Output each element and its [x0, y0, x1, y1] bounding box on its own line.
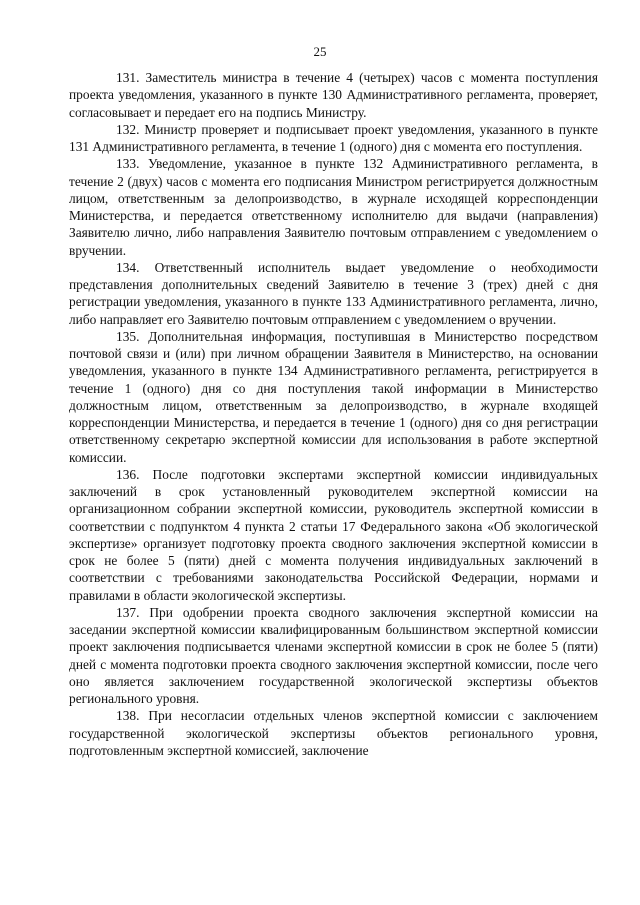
page-number: 25: [313, 44, 327, 59]
paragraph-132: 132. Министр проверяет и подписывает проект уведомления, указанного в пункте 131 Административного регламента, в течение 1 (одного) дня с момента его поступления.: [69, 121, 598, 154]
paragraph-135: 135. Дополнительная информация, поступившая в Министерство посредством почтовой связи и (или) при личном обращении Заявителя в Министерство, на основании уведомления, указанного в пункте 134 Административного регламента, регистрируется в течение 1 (одного) дня со дня поступления такой информации в Министерство должностным лицом, ответственным за делопроизводство, в журнале входящей корреспонденции Министерства, и передается в течение 1 (одного) дня со дня регистрации ответственному секретарю экспертной комиссии для использования в работе экспертной комиссии.: [69, 328, 598, 465]
paragraph-136: 136. После подготовки экспертами экспертной комиссии индивидуальных заключений в срок установленный руководителем экспертной комиссии на организационном собрании экспертной комиссии, руководитель экспертной комиссии в соответствии с подпунктом 4 пункта 2 статьи 17 Федерального закона «Об экологической экспертизе» организует подготовку проекта сводного заключения экспертной комиссии в срок не более 5 (пяти) дней с момента получения индивидуальных заключений в соответствии с требованиями законодательства Российской Федерации, нормами и правилами в области экологической экспертизы.: [69, 466, 598, 603]
paragraph-137: 137. При одобрении проекта сводного заключения экспертной комиссии на заседании экспертной комиссии квалифицированным большинством экспертной комиссии проект заключения подписывается членами экспертной комиссии в срок не более 5 (пяти) дней с момента подготовки проекта сводного заключения экспертной комиссии, после чего оно является заключением государственной экологической экспертизы объектов регионального уровня.: [69, 604, 598, 706]
paragraph-138: 138. При несогласии отдельных членов экспертной комиссии с заключением государственной экологической экспертизы объектов регионального уровня, подготовленным экспертной комиссией, заключение: [69, 708, 598, 758]
paragraph-134: 134. Ответственный исполнитель выдает уведомление о необходимости представления дополнительных сведений Заявителю в течение 3 (трех) дней с дня регистрации уведомления, указанного в пункте 133 Административного регламента, лично, либо направляет его Заявителю почтовым отправлением с уведомлением о вручении.: [69, 259, 598, 327]
document-body: [69, 69, 598, 759]
paragraph-133: 133. Уведомление, указанное в пункте 132 Административного регламента, в течение 2 (двух) часов с момента его подписания Министром регистрируется должностным лицом, ответственным за делопроизводство, в журнале исходящей корреспонденции Министерства, и передается ответственному исполнителю для выдачи (направления) Заявителю лично, либо направления Заявителю почтовым отправлением с уведомлением о вручении.: [69, 156, 598, 258]
paragraph-131: 131. Заместитель министра в течение 4 (четырех) часов с момента поступления проекта уведомления, указанного в пункте 130 Административного регламента, проверяет, согласовывает и передает его на подпись Министру.: [69, 70, 598, 120]
